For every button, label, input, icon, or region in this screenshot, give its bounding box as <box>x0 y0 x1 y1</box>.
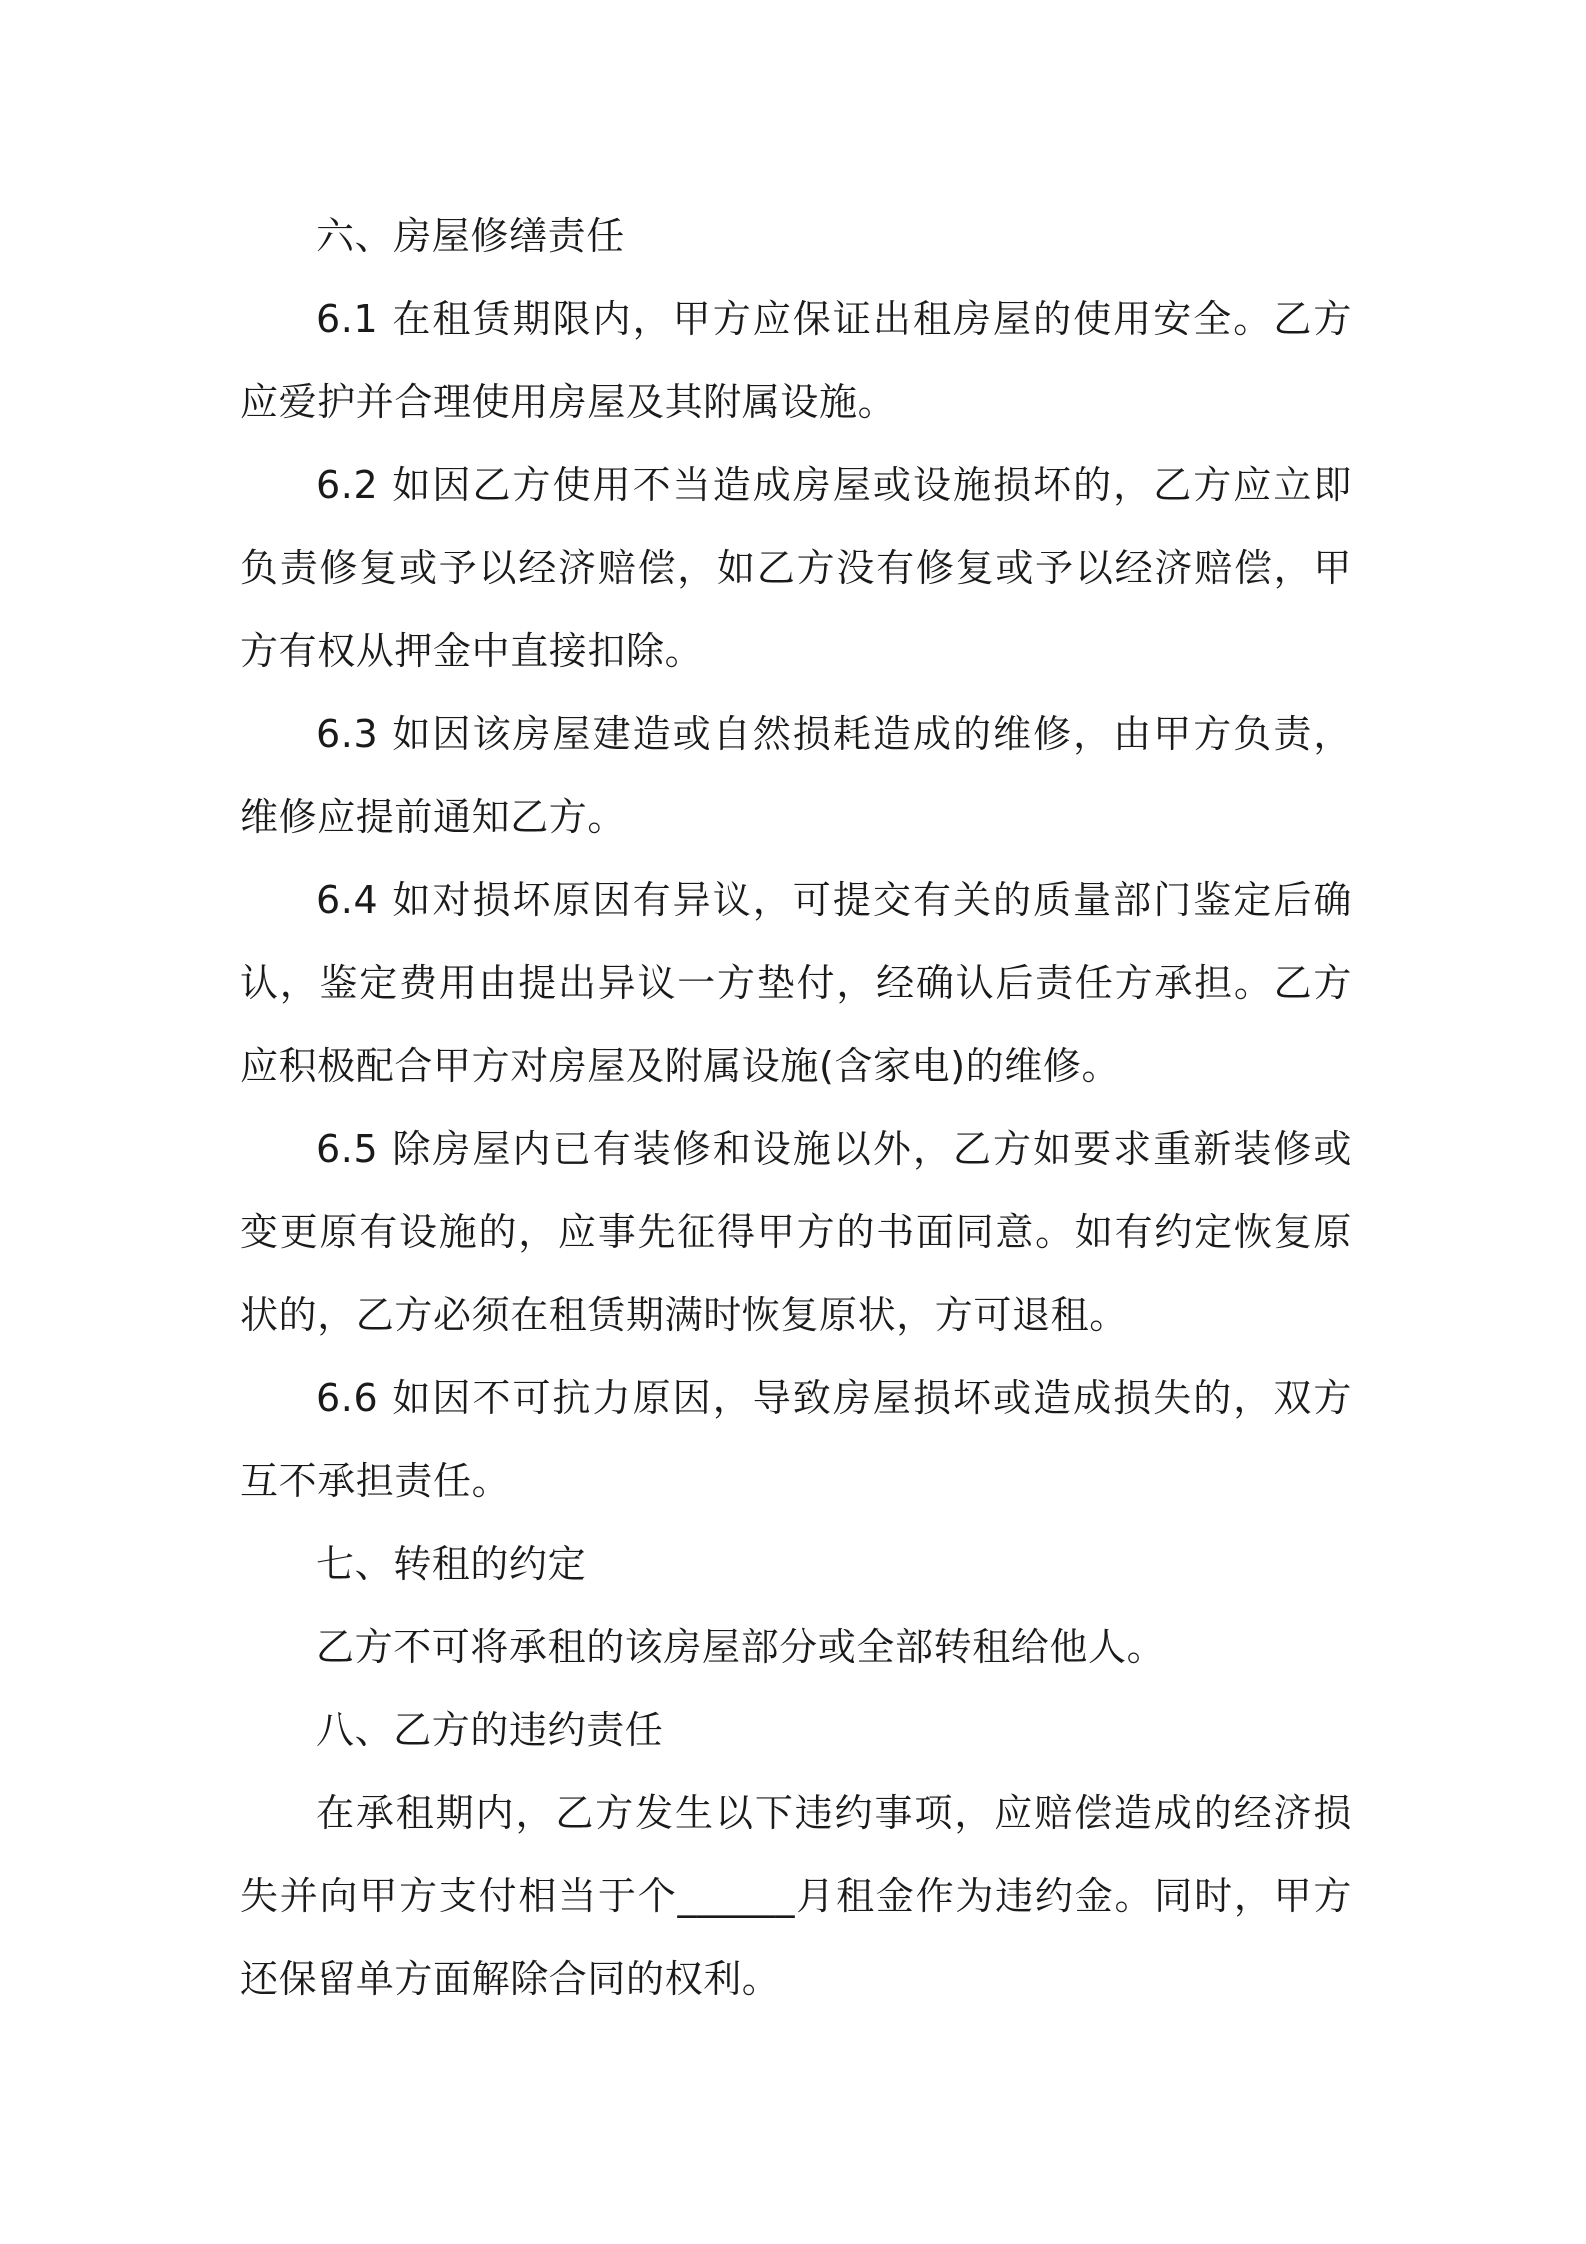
sublease-clause: 乙方不可将承租的该房屋部分或全部转租给他人。 <box>316 1625 1166 1669</box>
section-7-heading: 七、转租的约定 <box>316 1542 587 1586</box>
clause-6-5: 6.5 除房屋内已有装修和设施以外，乙方如要求重新装修或变更原有设施的，应事先征得甲方的书面同意。如有约定恢复原状的，乙方必须在租赁期满时恢复原状，方可退租。 <box>240 1127 1352 1337</box>
section-8-heading: 八、乙方的违约责任 <box>316 1708 664 1752</box>
section-6-heading: 六、房屋修缮责任 <box>316 214 625 258</box>
clause-6-3: 6.3 如因该房屋建造或自然损耗造成的维修，由甲方负责，维修应提前通知乙方。 <box>240 712 1352 839</box>
clause-6-1: 6.1 在租赁期限内，甲方应保证出租房屋的使用安全。乙方应爱护并合理使用房屋及其附属设施。 <box>240 297 1352 424</box>
document-body <box>240 195 1352 2021</box>
clause-6-6: 6.6 如因不可抗力原因，导致房屋损坏或造成损失的，双方互不承担责任。 <box>240 1376 1352 1503</box>
clause-6-4: 6.4 如对损坏原因有异议，可提交有关的质量部门鉴定后确认，鉴定费用由提出异议一方垫付，经确认后责任方承担。乙方应积极配合甲方对房屋及附属设施(含家电)的维修。 <box>240 878 1352 1088</box>
clause-6-2: 6.2 如因乙方使用不当造成房屋或设施损坏的，乙方应立即负责修复或予以经济赔偿，如乙方没有修复或予以经济赔偿，甲方有权从押金中直接扣除。 <box>240 463 1352 673</box>
breach-clause: 在承租期内，乙方发生以下违约事项，应赔偿造成的经济损失并向甲方支付相当于个______月租金作为违约金。同时，甲方还保留单方面解除合同的权利。 <box>240 1791 1352 2001</box>
